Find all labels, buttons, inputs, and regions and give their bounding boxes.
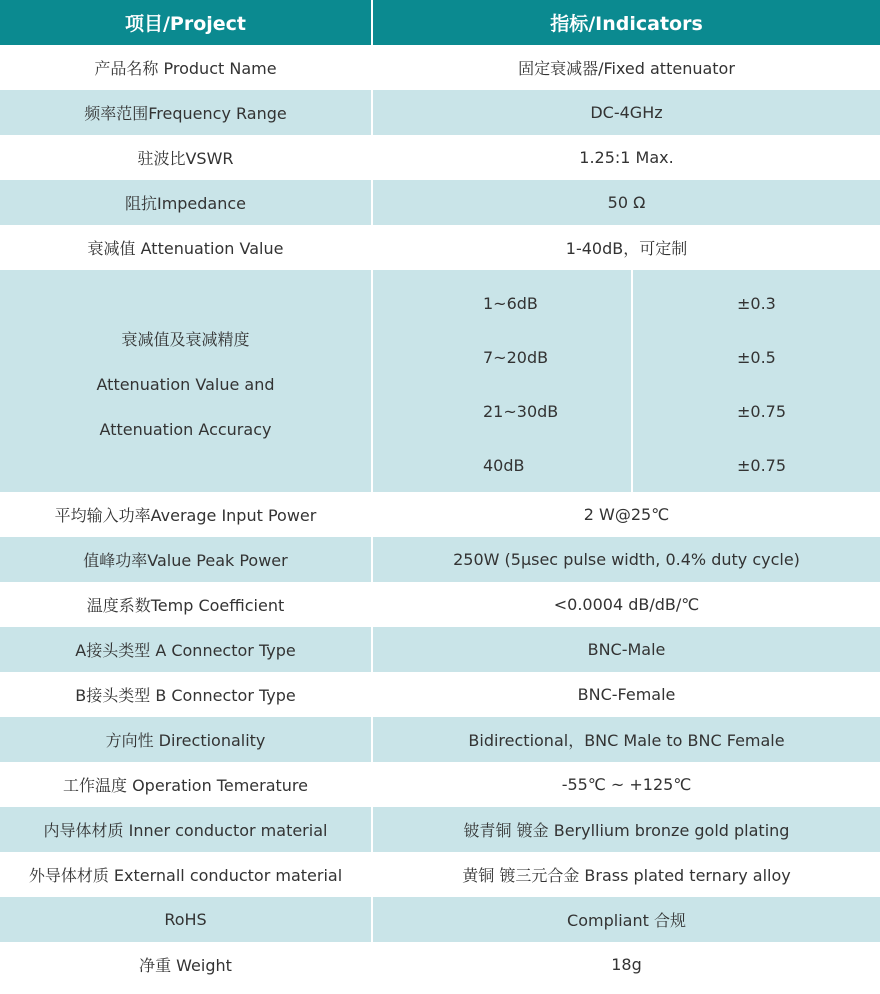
- accuracy-db: 21~30dB: [372, 384, 632, 438]
- header-indicators: 指标/Indicators: [372, 0, 880, 45]
- row-value: 黄铜 镀三元合金 Brass plated ternary alloy: [372, 852, 880, 897]
- row-label: 平均输入功率Average Input Power: [0, 492, 372, 537]
- table-row: [0, 225, 880, 270]
- header-project: 项目/Project: [0, 0, 372, 45]
- accuracy-row: [0, 270, 880, 330]
- accuracy-label: [0, 270, 372, 492]
- table-row: [0, 537, 880, 582]
- accuracy-db: 40dB: [372, 438, 632, 492]
- row-value: <0.0004 dB/dB/℃: [372, 582, 880, 627]
- row-value: 50 Ω: [372, 180, 880, 225]
- table-row: [0, 942, 880, 987]
- row-label: 阻抗Impedance: [0, 180, 372, 225]
- row-label: B接头类型 B Connector Type: [0, 672, 372, 717]
- accuracy-tolerance: ±0.75: [632, 384, 880, 438]
- row-label: 产品名称 Product Name: [0, 45, 372, 90]
- table-row: [0, 672, 880, 717]
- row-label: 衰减值 Attenuation Value: [0, 225, 372, 270]
- accuracy-label-line: Attenuation Value and: [96, 374, 275, 394]
- row-label: 工作温度 Operation Temerature: [0, 762, 372, 807]
- table-row: [0, 807, 880, 852]
- table-row: [0, 717, 880, 762]
- table-row: [0, 897, 880, 942]
- row-label: 净重 Weight: [0, 942, 372, 987]
- row-label: 温度系数Temp Coefficient: [0, 582, 372, 627]
- table-row: [0, 582, 880, 627]
- row-label: RoHS: [0, 897, 372, 942]
- table-row: [0, 45, 880, 90]
- row-value: 250W (5μsec pulse width, 0.4% duty cycle): [372, 537, 880, 582]
- accuracy-label-line: 衰减值及衰减精度: [121, 329, 250, 349]
- row-label: 方向性 Directionality: [0, 717, 372, 762]
- accuracy-label-line: Attenuation Accuracy: [99, 419, 272, 439]
- row-value: 18g: [372, 942, 880, 987]
- row-value: DC-4GHz: [372, 90, 880, 135]
- accuracy-db: 1~6dB: [372, 270, 632, 330]
- accuracy-tolerance: ±0.75: [632, 438, 880, 492]
- table-row: [0, 90, 880, 135]
- table-row: [0, 627, 880, 672]
- row-value: 2 W@25℃: [372, 492, 880, 537]
- row-value: Compliant 合规: [372, 897, 880, 942]
- row-value: BNC-Male: [372, 627, 880, 672]
- table-row: [0, 492, 880, 537]
- row-value: Bidirectional，BNC Male to BNC Female: [372, 717, 880, 762]
- row-label: 频率范围Frequency Range: [0, 90, 372, 135]
- row-label: 内导体材质 Inner conductor material: [0, 807, 372, 852]
- row-value: 铍青铜 镀金 Beryllium bronze gold plating: [372, 807, 880, 852]
- table-row: [0, 852, 880, 897]
- row-value: 1-40dB，可定制: [372, 225, 880, 270]
- table-header: [0, 0, 880, 45]
- row-value: -55℃ ~ +125℃: [372, 762, 880, 807]
- row-value: BNC-Female: [372, 672, 880, 717]
- row-label: A接头类型 A Connector Type: [0, 627, 372, 672]
- accuracy-tolerance: ±0.3: [632, 270, 880, 330]
- accuracy-tolerance: ±0.5: [632, 330, 880, 384]
- row-label: 外导体材质 Externall conductor material: [0, 852, 372, 897]
- table-row: [0, 135, 880, 180]
- row-value: 固定衰减器/Fixed attenuator: [372, 45, 880, 90]
- table-row: [0, 180, 880, 225]
- row-label: 驻波比VSWR: [0, 135, 372, 180]
- accuracy-db: 7~20dB: [372, 330, 632, 384]
- row-label: 值峰功率Value Peak Power: [0, 537, 372, 582]
- table-row: [0, 762, 880, 807]
- row-value: 1.25:1 Max.: [372, 135, 880, 180]
